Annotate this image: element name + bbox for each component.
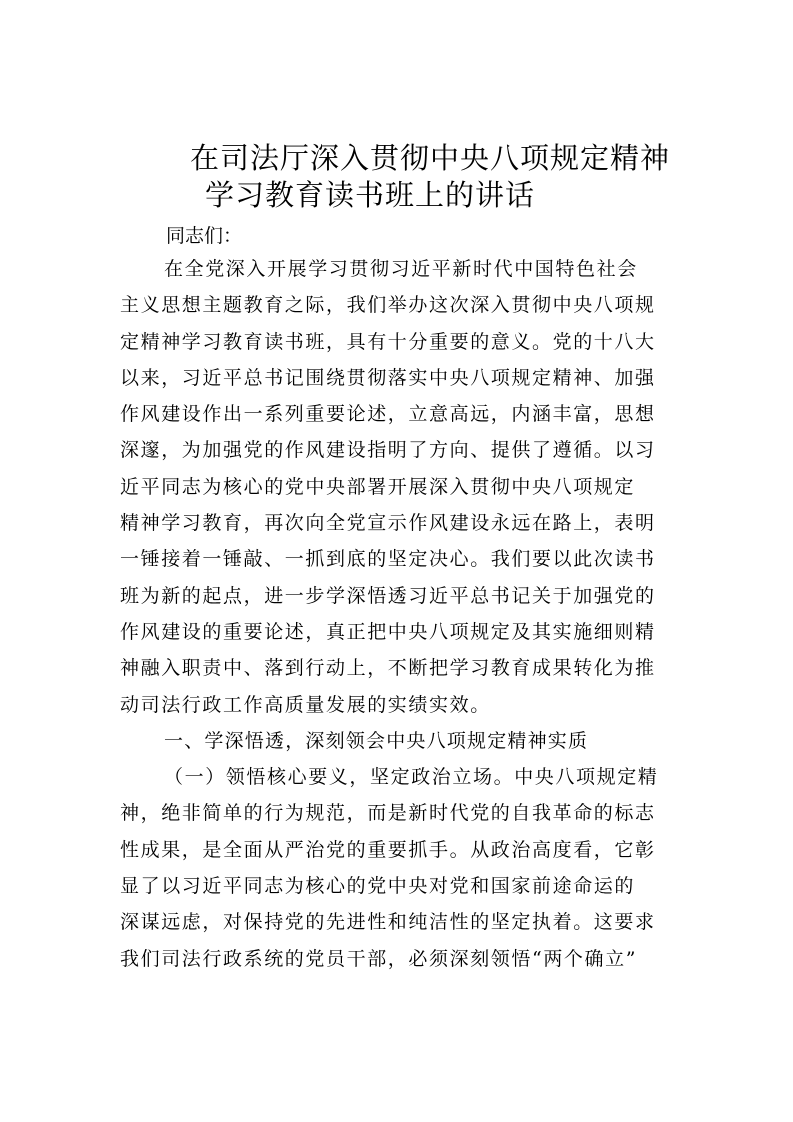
paragraph-line: 一锤接着一锤敲、一抓到底的坚定决心。我们要以此次读书 bbox=[120, 548, 656, 571]
paragraph-line: 作风建设的重要论述，真正把中央八项规定及其实施细则精 bbox=[120, 620, 656, 643]
document-body bbox=[120, 251, 680, 977]
paragraph-line: 神，绝非简单的行为规范，而是新时代党的自我革命的标志 bbox=[120, 802, 656, 825]
paragraph-line: 神融入职责中、落到行动上，不断把学习教育成果转化为推 bbox=[120, 657, 656, 680]
paragraph-line: 我们司法行政系统的党员干部，必须深刻领悟“两个确立” bbox=[120, 947, 638, 970]
paragraph-line: 显了以习近平同志为核心的党中央对党和国家前途命运的 bbox=[120, 875, 636, 898]
paragraph-line: 定精神学习教育读书班，具有十分重要的意义。党的十八大 bbox=[120, 330, 656, 353]
paragraph-line: 精神学习教育，再次向全党宣示作风建设永远在路上，表明 bbox=[120, 512, 656, 535]
paragraph-line: 以来，习近平总书记围绕贯彻落实中央八项规定精神、加强 bbox=[120, 366, 656, 389]
document-title-line-2: 学习教育读书班上的讲话 bbox=[204, 178, 535, 212]
paragraph-line: 深邃，为加强党的作风建设指明了方向、提供了遵循。以习 bbox=[120, 439, 656, 462]
paragraph-line: 在全党深入开展学习贯彻习近平新时代中国特色社会 bbox=[164, 258, 638, 280]
paragraph-line: 主义思想主题教育之际，我们举办这次深入贯彻中央八项规 bbox=[120, 294, 656, 317]
paragraph-line: 动司法行政工作高质量发展的实绩实效。 bbox=[120, 693, 491, 716]
paragraph-line: 性成果，是全面从严治党的重要抓手。从政治高度看，它彰 bbox=[120, 838, 656, 861]
paragraph-line: 班为新的起点，进一步学深悟透习近平总书记关于加强党的 bbox=[120, 584, 656, 607]
section-heading: 一、学深悟透，深刻领会中央八项规定精神实质 bbox=[164, 729, 589, 752]
paragraph-line: 近平同志为核心的党中央部署开展深入贯彻中央八项规定 bbox=[120, 475, 636, 498]
document-title-line-1: 在司法厅深入贯彻中央八项规定精神 bbox=[189, 141, 670, 175]
subsection-heading-line: （一）领悟核心要义，坚定政治立场。中央八项规定精 bbox=[164, 766, 659, 789]
paragraph-line: 深谋远虑，对保持党的先进性和纯洁性的坚定执着。这要求 bbox=[120, 911, 656, 934]
paragraph-line: 作风建设作出一系列重要论述，立意高远，内涵丰富，思想 bbox=[120, 403, 656, 426]
salutation: 同志们： bbox=[166, 225, 243, 247]
